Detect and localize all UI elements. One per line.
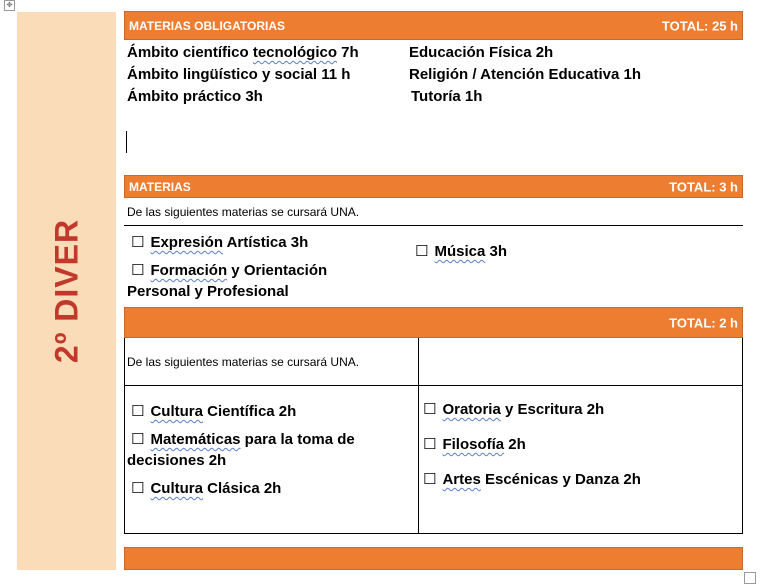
header-title: MATERIAS OBLIGATORIAS bbox=[129, 18, 285, 33]
resize-handle-icon[interactable] bbox=[744, 572, 756, 584]
option-cultura-clasica[interactable]: ☐ Cultura Clásica 2h bbox=[131, 480, 282, 497]
subject-religion: Religión / Atención Educativa 1h bbox=[409, 66, 641, 83]
option-matematicas-wrap: decisiones 2h bbox=[127, 452, 227, 469]
option-oratoria[interactable]: ☐ Oratoria y Escritura 2h bbox=[423, 401, 605, 418]
checkbox-icon[interactable]: ☐ bbox=[131, 431, 145, 448]
subject-ambito-linguistico: Ámbito lingüístico y social 11 h bbox=[127, 66, 351, 83]
side-tab bbox=[17, 12, 116, 570]
text-cursor bbox=[126, 131, 127, 153]
header-optativas bbox=[124, 307, 743, 338]
checkbox-icon[interactable]: ☐ bbox=[423, 436, 437, 453]
subject-tutoria: Tutoría 1h bbox=[411, 88, 483, 105]
checkbox-icon[interactable]: ☐ bbox=[131, 480, 145, 497]
checkbox-icon[interactable]: ☐ bbox=[423, 471, 437, 488]
header-empty bbox=[124, 547, 743, 570]
option-formacion-orientacion[interactable]: ☐ Formación y Orientación bbox=[131, 262, 328, 279]
subject-ambito-cientifico: Ámbito científico tecnológico 7h bbox=[127, 44, 359, 61]
table-border-middle bbox=[418, 338, 419, 534]
option-formacion-wrap: Personal y Profesional bbox=[127, 283, 289, 300]
header-title: MATERIAS bbox=[129, 179, 191, 194]
option-matematicas[interactable]: ☐ Matemáticas para la toma de bbox=[131, 431, 355, 448]
header-total: TOTAL: 3 h bbox=[669, 179, 738, 194]
checkbox-icon[interactable]: ☐ bbox=[423, 401, 437, 418]
table-border-row bbox=[124, 385, 743, 386]
checkbox-icon[interactable]: ☐ bbox=[415, 243, 429, 260]
header-total: TOTAL: 2 h bbox=[669, 315, 738, 330]
table-move-handle-icon[interactable]: ✥ bbox=[4, 0, 15, 11]
option-cultura-cientifica[interactable]: ☐ Cultura Científica 2h bbox=[131, 403, 297, 420]
header-materias bbox=[124, 175, 743, 198]
instruction-text: De las siguientes materias se cursará UNA. bbox=[127, 355, 360, 369]
instruction-text: De las siguientes materias se cursará UNA. bbox=[127, 205, 360, 219]
checkbox-icon[interactable]: ☐ bbox=[131, 234, 145, 251]
option-musica[interactable]: ☐ Música 3h bbox=[415, 243, 507, 260]
option-filosofia[interactable]: ☐ Filosofía 2h bbox=[423, 436, 526, 453]
divider bbox=[124, 225, 743, 226]
option-expresion-artistica[interactable]: ☐ Expresión Artística 3h bbox=[131, 234, 309, 251]
subject-educacion-fisica: Educación Física 2h bbox=[409, 44, 554, 61]
checkbox-icon[interactable]: ☐ bbox=[131, 403, 145, 420]
table-border-bottom bbox=[124, 533, 743, 534]
side-tab-title: 2º DIVER bbox=[48, 218, 84, 364]
subject-ambito-practico: Ámbito práctico 3h bbox=[127, 88, 263, 105]
option-artes-escenicas[interactable]: ☐ Artes Escénicas y Danza 2h bbox=[423, 471, 641, 488]
table-border-right bbox=[742, 338, 743, 534]
table-border-left bbox=[124, 338, 125, 534]
header-total: TOTAL: 25 h bbox=[661, 18, 738, 33]
header-materias-obligatorias bbox=[124, 11, 743, 40]
checkbox-icon[interactable]: ☐ bbox=[131, 262, 145, 279]
